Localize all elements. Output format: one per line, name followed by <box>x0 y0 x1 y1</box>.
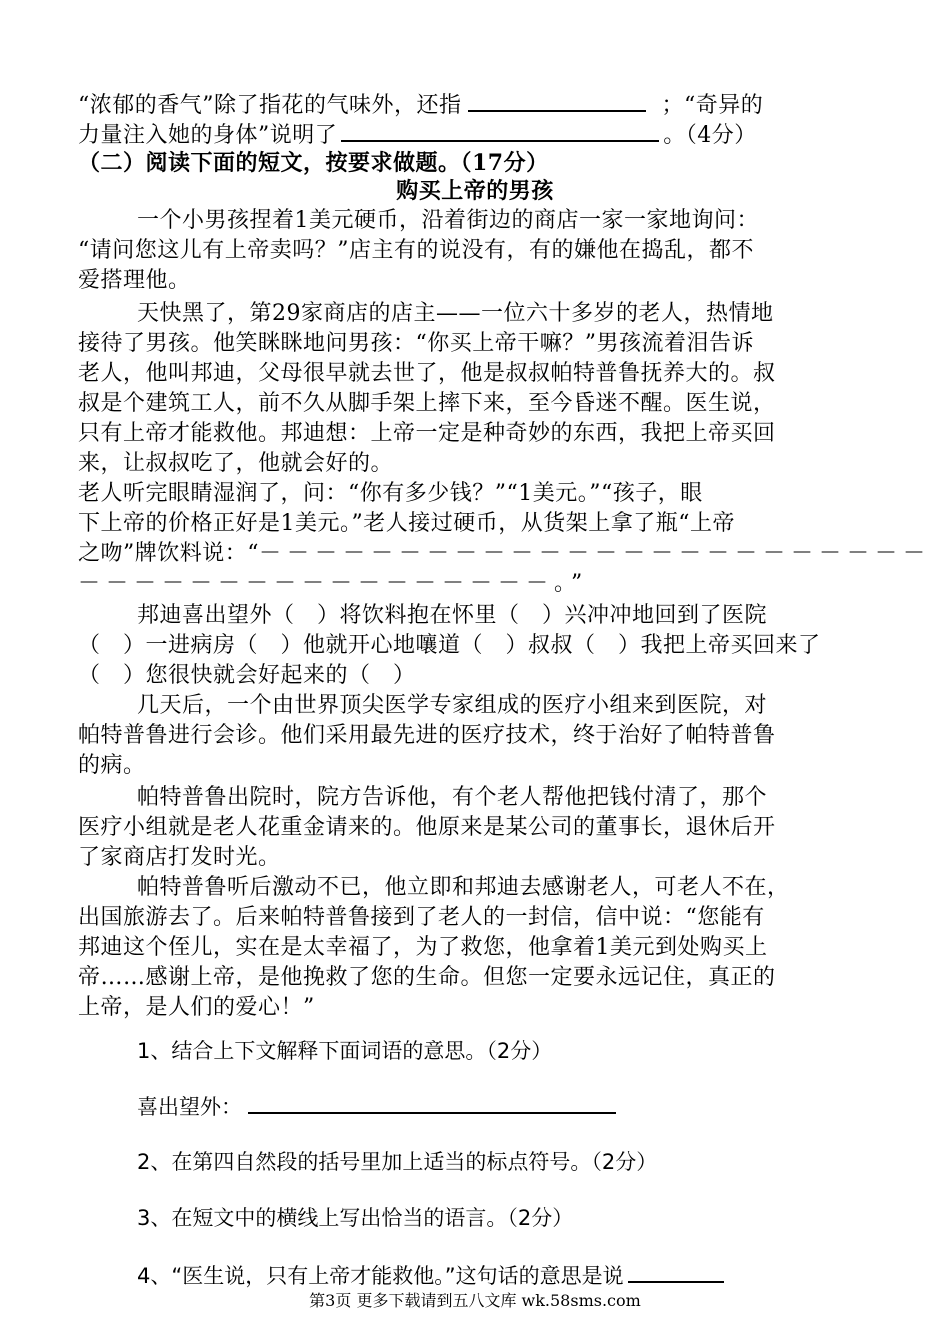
p3-line-with-dash <box>78 539 931 569</box>
question-4-row <box>137 1259 724 1291</box>
p5-line: 帕特普鲁进行会诊。他们采用最先进的医疗技术，终于治好了帕特普鲁 <box>78 723 776 748</box>
p6-line: 帕特普鲁出院时，院方告诉他，有个老人帮他把钱付清了，那个 <box>137 785 768 810</box>
p2-line: 天快黑了，第29家商店的店主——一位六十多岁的老人，热情地 <box>137 301 774 326</box>
section-title: （二）阅读下面的短文，按要求做题。（17分） <box>78 150 549 176</box>
p6-line: 了家商店打发时光。 <box>78 845 281 870</box>
p2-line: 只有上帝才能救他。邦迪想：上帝一定是种奇妙的东西，我把上帝买回 <box>78 421 776 446</box>
p2-line: 来，让叔叔吃了，他就会好的。 <box>78 451 394 476</box>
question-4: 4、“医生说，只有上帝才能救他。”这句话的意思是说 <box>137 1264 624 1288</box>
top-question-line-1 <box>78 88 763 121</box>
p1-line: 爱搭理他。 <box>78 268 191 293</box>
p7-line: 邦迪这个侄儿，实在是太幸福了，为了救您，他拿着1美元到处购买上 <box>78 935 768 960</box>
question-2: 2、在第四自然段的括号里加上适当的标点符号。（2分） <box>137 1150 658 1174</box>
p4-line: 邦迪喜出望外（ ）将饮料抱在怀里（ ）兴冲冲地回到了医院 <box>137 603 768 628</box>
p1-line: “请问您这儿有上帝卖吗？”店主有的说没有，有的嫌他在捣乱，都不 <box>78 238 754 263</box>
p7-line: 帕特普鲁听后激动不已，他立即和邦迪去感谢老人，可老人不在， <box>137 875 790 900</box>
p2-line: 老人，他叫邦迪，父母很早就去世了，他是叔叔帕特普鲁抚养大的。叔 <box>78 361 776 386</box>
answer-blank-q4[interactable] <box>628 1259 724 1283</box>
p7-line: 帝……感谢上帝，是他挽救了您的生命。但您一定要永远记住，真正的 <box>78 965 776 990</box>
top-text-2b: 。（4分） <box>663 123 757 148</box>
p7-line: 出国旅游去了。后来帕特普鲁接到了老人的一封信，信中说：“您能有 <box>78 905 765 930</box>
question-1-word: 喜出望外： <box>137 1095 242 1119</box>
top-text-2a: 力量注入她的身体”说明了 <box>78 123 338 148</box>
question-1: 1、结合上下文解释下面词语的意思。（2分） <box>137 1039 553 1063</box>
answer-blank-1[interactable] <box>468 88 646 112</box>
answer-blank-q1[interactable] <box>248 1090 616 1114</box>
p3-line: 下上帝的价格正好是1美元。”老人接过硬币，从货架上拿了瓶“上帝 <box>78 511 735 536</box>
fill-in-dashes-2[interactable]: －－－－－－－－－－－－－－－－－。” <box>78 571 589 596</box>
question-1-word-row <box>137 1090 616 1122</box>
top-question-line-2 <box>78 118 757 151</box>
top-text-1b: ；“奇异的 <box>661 93 764 118</box>
answer-blank-2[interactable] <box>341 118 659 142</box>
p6-line: 医疗小组就是老人花重金请来的。他原来是某公司的董事长，退休后开 <box>78 815 776 840</box>
p2-line: 接待了男孩。他笑眯眯地问男孩：“你买上帝干嘛？”男孩流着泪告诉 <box>78 331 754 356</box>
p4-line: （ ）您很快就会好起来的（ ） <box>78 663 416 688</box>
p5-line: 几天后，一个由世界顶尖医学专家组成的医疗小组来到医院，对 <box>137 693 768 718</box>
p1-line: 一个小男孩捏着1美元硬币，沿着街边的商店一家一家地询问： <box>137 208 759 233</box>
p4-line: （ ）一进病房（ ）他就开心地嚷道（ ）叔叔（ ）我把上帝买回来了 <box>78 633 821 658</box>
p3-text: 之吻”牌饮料说：“ <box>78 541 259 566</box>
top-text-1a: “浓郁的香气”除了指花的气味外，还指 <box>78 93 462 118</box>
question-3: 3、在短文中的横线上写出恰当的语言。（2分） <box>137 1206 574 1230</box>
p5-line: 的病。 <box>78 753 146 778</box>
fill-in-dashes-1[interactable]: －－－－－－－－－－－－－－－－－－－－－－－－ <box>259 541 932 566</box>
p3-line: 老人听完眼睛湿润了，问：“你有多少钱？”“1美元。”“孩子，眼 <box>78 481 703 506</box>
page-footer: 第3页 更多下载请到五八文库 wk.58sms.com <box>309 1291 641 1310</box>
story-title: 购买上帝的男孩 <box>396 178 554 204</box>
p7-line: 上帝，是人们的爱心！” <box>78 995 315 1020</box>
p2-line: 叔是个建筑工人，前不久从脚手架上摔下来，至今昏迷不醒。医生说， <box>78 391 776 416</box>
